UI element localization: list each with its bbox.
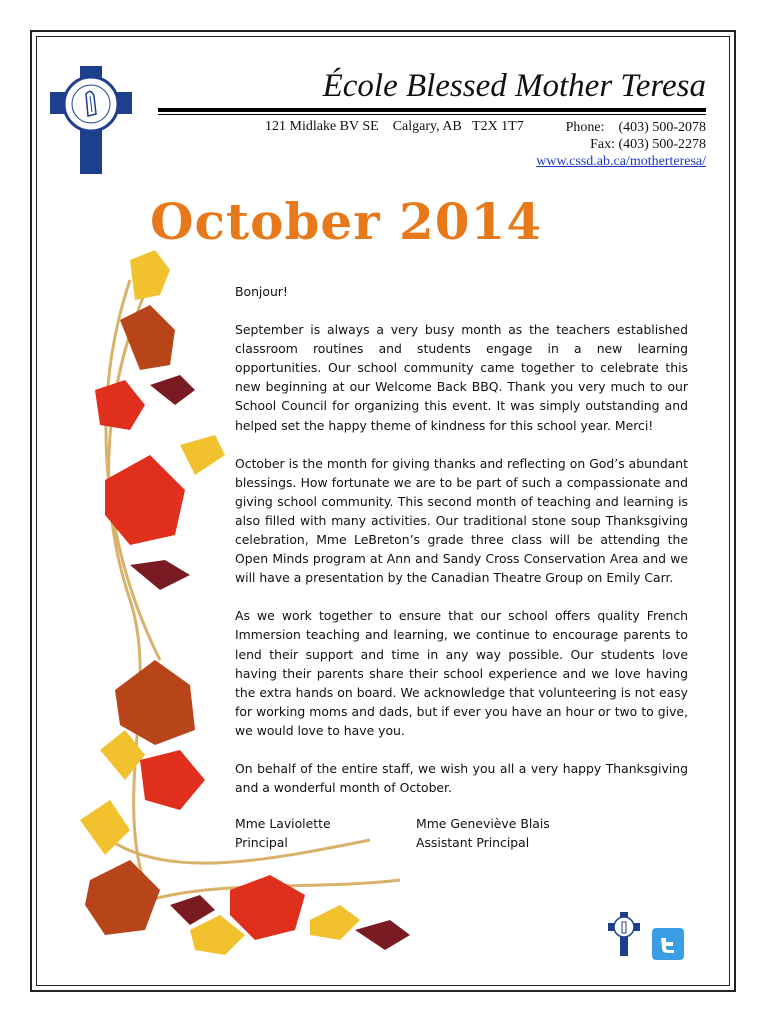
signature-assistant-principal <box>416 814 550 852</box>
letter-paragraph: As we work together to ensure that our school offers quality French Immersion teaching and learning, we continue to encourage parents to lend their support and time in any way possible. Our students love having their parents share their school experience and we love having the extra hands on board. We acknowledge that volunteering is not easy for working moms and dads, but if ever you have an hour or two to give, we would love to have you. <box>235 608 688 738</box>
letter-paragraph: On behalf of the entire staff, we wish you all a very happy Thanksgiving and a wonderful month of October. <box>235 760 688 796</box>
contact-info <box>480 119 706 170</box>
signature-role: Principal <box>235 835 288 851</box>
signature-principal <box>235 814 331 852</box>
signature-role: Assistant Principal <box>416 835 530 851</box>
school-address: 121 Midlake BV SE Calgary, AB T2X 1T7 <box>265 119 524 134</box>
twitter-icon[interactable] <box>652 928 684 960</box>
signature-name: Mme Geneviève Blais <box>416 816 550 831</box>
letter-body <box>235 282 688 816</box>
school-name: École Blessed Mother Teresa <box>322 68 706 104</box>
newsletter-title: October 2014 <box>150 192 543 251</box>
signature-name: Mme Laviolette <box>235 816 331 831</box>
phone-number: Phone: (403) 500-2078 <box>565 120 706 135</box>
letter-greeting: Bonjour! <box>235 284 288 299</box>
website-link[interactable]: www.cssd.ab.ca/motherteresa/ <box>536 154 706 169</box>
fax-number: Fax: (403) 500-2278 <box>590 137 706 152</box>
school-crest-small-icon <box>608 912 640 956</box>
header-rule <box>158 108 706 112</box>
letter-paragraph: October is the month for giving thanks and reflecting on God’s abundant blessings. How fortunate we are to be part of such a compassionate and giving school community. This second month of teaching and learning is also filled with many activities. Our traditional stone soup Thanksgiving celebration, Mme LeBreton’s grade three class will be attending the Open Minds program at Ann and Sandy Cross Conservation Area and we will have a presentation by the Canadian Theatre Group on Emily Carr. <box>235 455 688 586</box>
letter-paragraph: September is always a very busy month as the teachers established classroom routines and students engage in a new learning opportunities. Our school community came together to celebrate this new beginning at our Welcome Back BBQ. Thank you very much to our School Council for organizing this event. It was simply outstanding and helped set the happy theme of kindness for this school year. Merci! <box>235 322 688 433</box>
header-rule-thin <box>158 114 706 115</box>
school-crest-icon <box>50 66 132 174</box>
